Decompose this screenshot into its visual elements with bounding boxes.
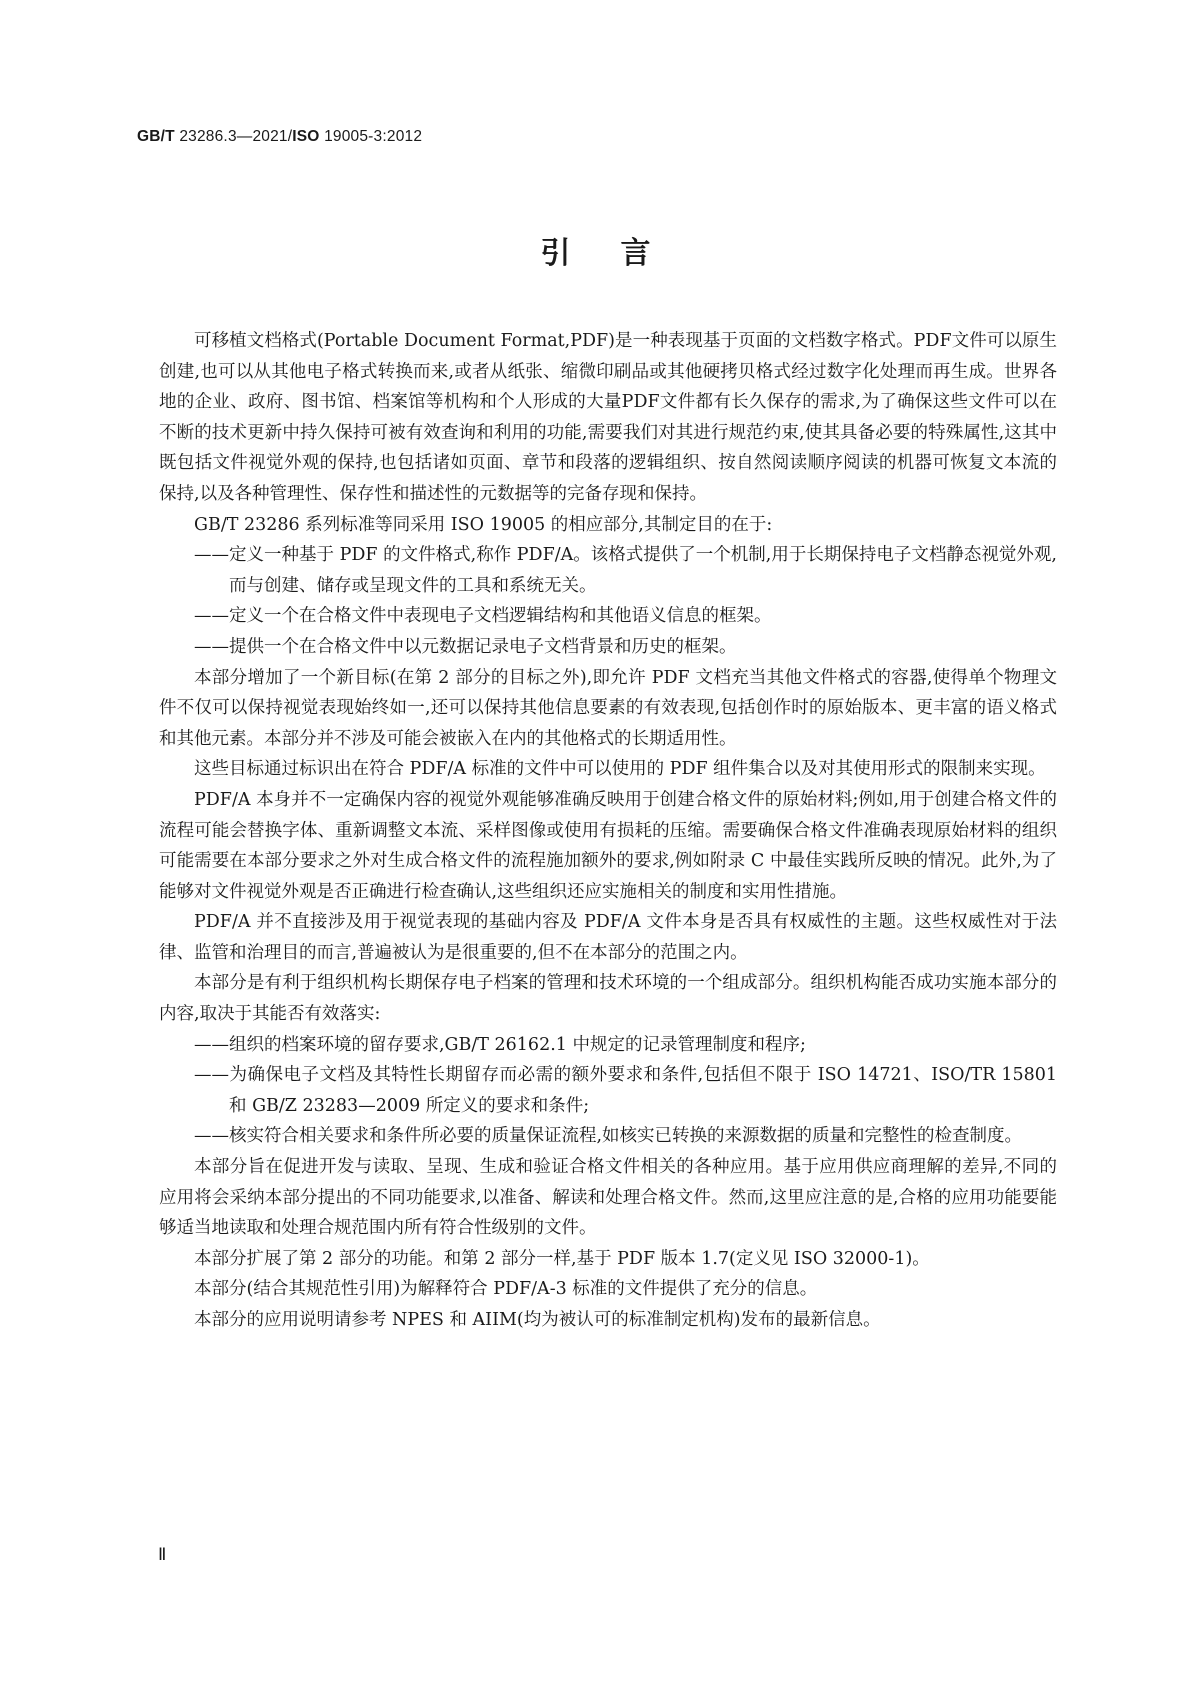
header-iso-bold: ISO bbox=[292, 128, 320, 145]
list-item bbox=[194, 601, 1057, 632]
paragraph-1: 可移植文档格式(Portable Document Format,PDF)是一种表现基于页面的文档数字格式。PDF文件可以原生创建,也可以从其他电子格式转换而来,或者从纸张、缩微印刷品或其他硬拷贝格式经过数字化处理而再生成。世界各地的企业、政府、图书馆、档案馆等机构和个人形成的大量PDF文件都有长久保存的需求,为了确保这些文件可以在不断的技术更新中持久保持可被有效查询和利用的功能,需要我们对其进行规范约束,使其具备必要的特殊属性,这其中既包括文件视觉外观的保持,也包括诸如页面、章节和段落的逻辑组织、按自然阅读顺序阅读的机器可恢复文本流的保持,以及各种管理性、保存性和描述性的元数据等的完备存现和保持。 bbox=[159, 331, 1057, 504]
standard-number-header bbox=[137, 128, 422, 146]
list-item bbox=[194, 632, 1057, 663]
list-item-text: 定义一个在合格文件中表现电子文档逻辑结构和其他语义信息的框架。 bbox=[229, 606, 772, 627]
list-item bbox=[194, 1121, 1057, 1152]
paragraph-4: 这些目标通过标识出在符合 PDF/A 标准的文件中可以使用的 PDF 组件集合以及对其使用形式的限制来实现。 bbox=[194, 759, 1046, 780]
list-item-text: 组织的档案环境的留存要求,GB/T 26162.1 中规定的记录管理制度和程序; bbox=[229, 1034, 806, 1055]
list-marker: —— bbox=[194, 1034, 229, 1055]
paragraph-9: 本部分扩展了第 2 部分的功能。和第 2 部分一样,基于 PDF 版本 1.7(定义见 ISO 32000-1)。 bbox=[194, 1248, 930, 1269]
list-marker: —— bbox=[194, 1126, 229, 1147]
paragraph-2: GB/T 23286 系列标准等同采用 ISO 19005 的相应部分,其制定目的在于: bbox=[194, 514, 773, 535]
paragraph-6: PDF/A 并不直接涉及用于视觉表现的基础内容及 PDF/A 文件本身是否具有权威性的主题。这些权威性对于法律、监管和治理目的而言,普遍被认为是很重要的,但不在本部分的范围之内。 bbox=[159, 912, 1057, 963]
list-item-text: 提供一个在合格文件中以元数据记录电子文档背景和历史的框架。 bbox=[229, 636, 737, 657]
list-marker: —— bbox=[194, 636, 229, 657]
paragraph-7: 本部分是有利于组织机构长期保存电子档案的管理和技术环境的一个组成部分。组织机构能否成功实施本部分的内容,取决于其能否有效落实: bbox=[159, 973, 1057, 1025]
paragraph-8: 本部分旨在促进开发与读取、呈现、生成和验证合格文件相关的各种应用。基于应用供应商理解的差异,不同的应用将会采纳本部分提出的不同功能要求,以准备、解读和处理合格文件。然而,这里应注意的是,合格的应用功能要能够适当地读取和处理合规范围内所有符合性级别的文件。 bbox=[159, 1157, 1057, 1239]
list-item bbox=[194, 1030, 1057, 1061]
paragraph-5: PDF/A 本身并不一定确保内容的视觉外观能够准确反映用于创建合格文件的原始材料;例如,用于创建合格文件的流程可能会替换字体、重新调整文本流、采样图像或使用有损耗的压缩。需要确保合格文件准确表现原始材料的组织可能需要在本部分要求之外对生成合格文件的流程施加额外的要求,例如附录 C 中最佳实践所反映的情况。此外,为了能够对文件视觉外观是否正确进行检查确认,这些组织还应实施相关的制度和实用性措施。 bbox=[159, 789, 1057, 902]
list-marker: —— bbox=[194, 545, 229, 566]
header-iso-rest: 19005-3:2012 bbox=[319, 128, 423, 145]
list-item-text: 为确保电子文档及其特性长期留存而必需的额外要求和条件,包括但不限于 ISO 14721、ISO/TR 15801 和 GB/Z 23283—2009 所定义的要求和条件; bbox=[229, 1065, 1057, 1116]
paragraph-10: 本部分(结合其规范性引用)为解释符合 PDF/A-3 标准的文件提供了充分的信息。 bbox=[194, 1279, 818, 1300]
header-code-bold: GB/T bbox=[137, 128, 175, 145]
page-number: Ⅱ bbox=[158, 1545, 167, 1564]
list-item-text: 核实符合相关要求和条件所必要的质量保证流程,如核实已转换的来源数据的质量和完整性的检查制度。 bbox=[229, 1126, 1023, 1147]
paragraph-3: 本部分增加了一个新目标(在第 2 部分的目标之外),即允许 PDF 文档充当其他文件格式的容器,使得单个物理文件不仅可以保持视觉表现始终如一,还可以保持其他信息要素的有效表现,包括创作时的原始版本、更丰富的语义格式和其他元素。本部分并不涉及可能会被嵌入在内的其他格式的长期适用性。 bbox=[159, 667, 1057, 749]
paragraph-11: 本部分的应用说明请参考 NPES 和 AIIM(均为被认可的标准制定机构)发布的最新信息。 bbox=[194, 1310, 881, 1330]
page-title: 引言 bbox=[540, 236, 701, 271]
list-marker: —— bbox=[194, 1065, 229, 1086]
list-item bbox=[194, 1060, 1057, 1121]
body-content bbox=[159, 326, 1057, 1336]
list-item bbox=[194, 540, 1057, 601]
header-code-rest: 23286.3—2021/ bbox=[174, 128, 293, 145]
list-item-text: 定义一种基于 PDF 的文件格式,称作 PDF/A。该格式提供了一个机制,用于长期保持电子文档静态视觉外观,而与创建、储存或呈现文件的工具和系统无关。 bbox=[229, 545, 1057, 596]
list-marker: —— bbox=[194, 606, 229, 627]
